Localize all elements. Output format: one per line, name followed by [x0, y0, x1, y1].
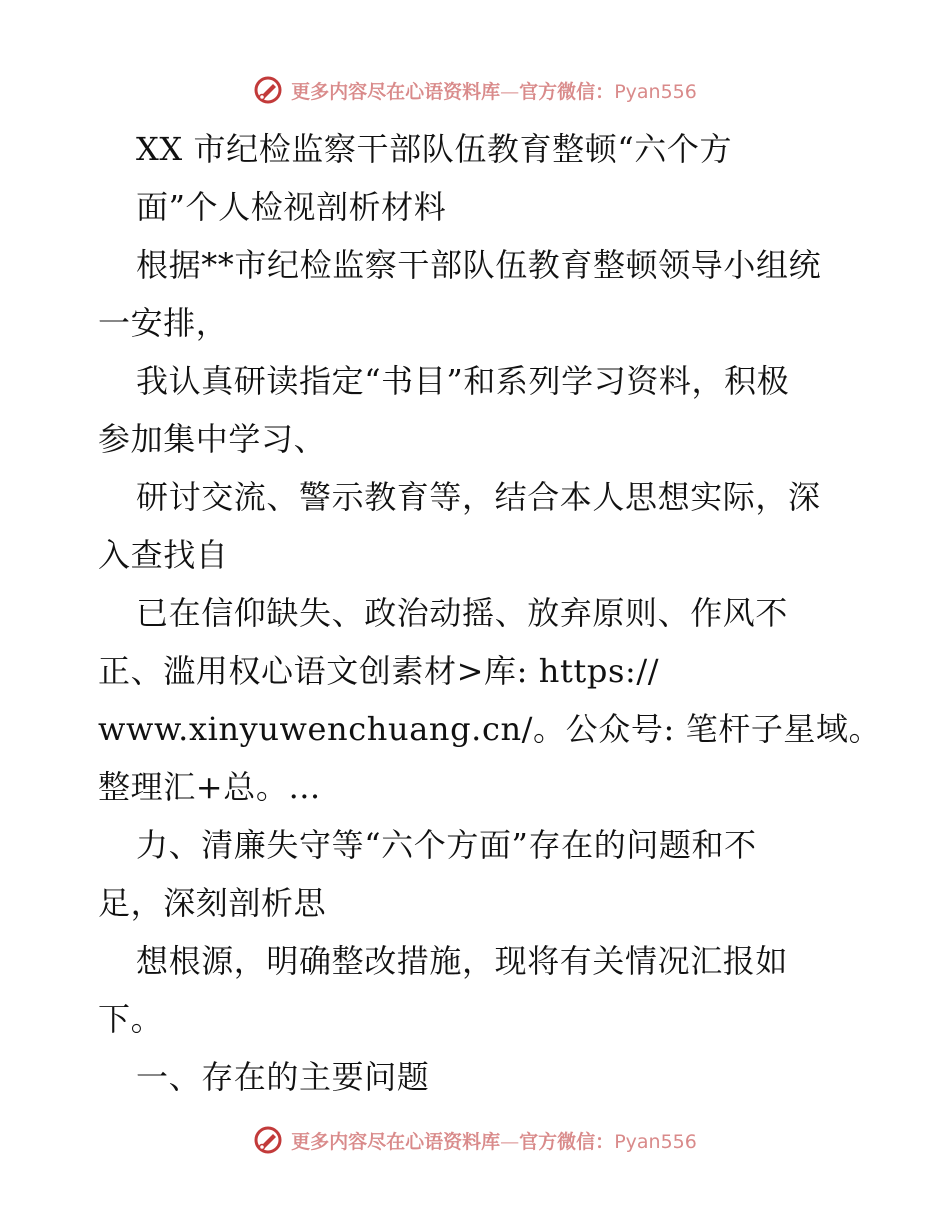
banner-text	[291, 1127, 697, 1154]
paragraph-6-line-2: 下。	[98, 1000, 164, 1038]
paragraph-5-line-2: 足，深刻剖析思	[98, 884, 327, 922]
quill-logo-icon	[253, 1125, 283, 1155]
paragraph-6-line-1: 想根源，明确整改措施，现将有关情况汇报如	[136, 942, 789, 980]
banner-wechat-label: 官方微信：	[519, 80, 615, 103]
document-title-line-1: XX 市纪检监察干部队伍教育整顿“六个方	[136, 130, 733, 168]
banner-text	[291, 77, 697, 104]
paragraph-4-line-2: 正、滥用权心语文创素材>库: https://	[98, 652, 660, 690]
paragraph-3-line-1: 研讨交流、警示教育等，结合本人思想实际，深	[136, 478, 821, 516]
banner-wechat-label: 官方微信：	[519, 1130, 615, 1153]
paragraph-1-line-1: 根据**市纪检监察干部队伍教育整顿领导小组统	[136, 246, 822, 284]
banner-wechat-handle: Pyan556	[614, 80, 697, 103]
header-watermark-banner	[0, 70, 950, 110]
paragraph-1-line-2: 一安排，	[98, 304, 229, 342]
paragraph-2-line-2: 参加集中学习、	[98, 420, 327, 458]
document-body	[98, 120, 882, 1106]
banner-separator: —	[500, 1130, 520, 1153]
paragraph-2-line-1: 我认真研读指定“书目”和系列学习资料，积极	[136, 362, 790, 400]
banner-separator: —	[500, 80, 520, 103]
paragraph-4-line-4: 整理汇+总。…	[98, 768, 322, 806]
quill-logo-icon	[253, 75, 283, 105]
paragraph-3-line-2: 入查找自	[98, 536, 229, 574]
paragraph-4-line-1: 已在信仰缺失、政治动摇、放弃原则、作风不	[136, 594, 789, 632]
banner-site-name: 更多内容尽在心语资料库	[291, 1130, 501, 1153]
paragraph-5-line-1: 力、清廉失守等“六个方面”存在的问题和不	[136, 826, 757, 864]
paragraph-4-line-3: www.xinyuwenchuang.cn/。公众号: 笔杆子星域。	[98, 710, 882, 748]
banner-site-name: 更多内容尽在心语资料库	[291, 80, 501, 103]
footer-watermark-banner	[0, 1120, 950, 1160]
section-1-heading: 一、存在的主要问题	[136, 1058, 430, 1096]
document-title-line-2: 面”个人检视剖析材料	[136, 188, 447, 226]
banner-wechat-handle: Pyan556	[614, 1130, 697, 1153]
